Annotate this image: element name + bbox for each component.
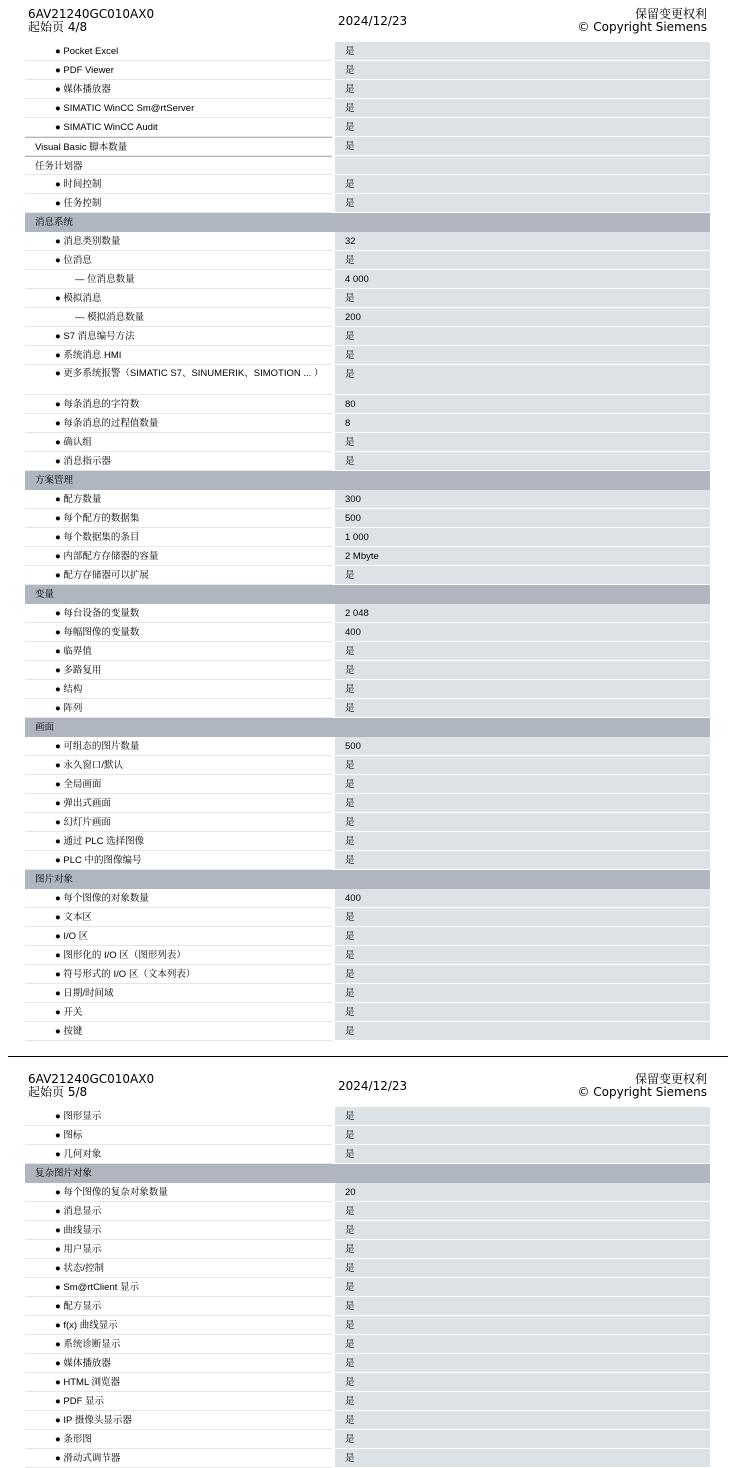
spec-label: ● f(x) 曲线显示 (25, 1316, 332, 1335)
spec-value: 是 (335, 775, 710, 794)
spec-label: ● 临界值 (25, 642, 332, 661)
spec-label: ● 消息指示器 (25, 452, 332, 471)
spec-table (25, 42, 710, 1041)
page-number: 起始页 5/8 (28, 1085, 88, 1099)
spec-row (25, 547, 710, 566)
spec-label: ● 通过 PLC 选择图像 (25, 832, 332, 851)
spec-label: ● 滑动式调节器 (25, 1449, 332, 1468)
spec-value: 是 (335, 194, 710, 213)
header-date: 2024/12/23 (338, 1079, 408, 1093)
spec-value: 是 (335, 1240, 710, 1259)
spec-label: ● 开关 (25, 1003, 332, 1022)
spec-label: ● 任务控制 (25, 194, 332, 213)
spec-value: 200 (335, 308, 710, 327)
spec-label: ● 模拟消息 (25, 289, 332, 308)
spec-row (25, 623, 710, 642)
spec-row (25, 908, 710, 927)
spec-label: ● 可组态的图片数量 (25, 737, 332, 756)
spec-value: 是 (335, 794, 710, 813)
spec-label: ● 阵列 (25, 699, 332, 718)
spec-value: 是 (335, 851, 710, 870)
spec-row (25, 528, 710, 547)
spec-label: ● SIMATIC WinCC Audit (25, 118, 332, 137)
spec-value: 是 (335, 680, 710, 699)
spec-value: 是 (335, 1354, 710, 1373)
spec-row (25, 1022, 710, 1041)
spec-label: ● 每条消息的过程值数量 (25, 414, 332, 433)
spec-value: 是 (335, 1259, 710, 1278)
spec-row (25, 984, 710, 1003)
spec-label: ● 位消息 (25, 251, 332, 270)
spec-row (25, 365, 710, 395)
header-right (577, 8, 707, 34)
spec-label: ● 更多系统报警（SIMATIC S7、SINUMERIK、SIMOTION ... ） (25, 365, 332, 395)
spec-value: 2 Mbyte (335, 547, 710, 566)
spec-value: 2 048 (335, 604, 710, 623)
spec-row (25, 99, 710, 118)
spec-row (25, 889, 710, 908)
spec-value: 是 (335, 1107, 710, 1126)
spec-label: ● 每个数据集的条目 (25, 528, 332, 547)
spec-row (25, 1316, 710, 1335)
spec-value: 是 (335, 699, 710, 718)
spec-value: 1 000 (335, 528, 710, 547)
spec-label: ● 日期/时间域 (25, 984, 332, 1003)
page-number: 起始页 4/8 (28, 20, 88, 34)
spec-label: ● 文本区 (25, 908, 332, 927)
spec-row (25, 137, 710, 156)
spec-row (25, 1449, 710, 1468)
spec-value: 是 (335, 1202, 710, 1221)
spec-label: ● 多路复用 (25, 661, 332, 680)
page-header (0, 0, 750, 42)
spec-label: ● 永久窗口/默认 (25, 756, 332, 775)
spec-row (25, 346, 710, 365)
spec-label: ● 曲线显示 (25, 1221, 332, 1240)
spec-label: ● S7 消息编号方法 (25, 327, 332, 346)
page-separator (8, 1056, 728, 1057)
spec-label: ● 系统诊断显示 (25, 1335, 332, 1354)
spec-value: 是 (335, 813, 710, 832)
spec-label: ● HTML 浏览器 (25, 1373, 332, 1392)
spec-label: ● 用户显示 (25, 1240, 332, 1259)
spec-value: 是 (335, 1430, 710, 1449)
product-code: 6AV21240GC010AX0 (28, 7, 155, 21)
spec-value: 是 (335, 1003, 710, 1022)
spec-value: 300 (335, 490, 710, 509)
spec-row (25, 80, 710, 99)
spec-value: 500 (335, 737, 710, 756)
section-heading: 图片对象 (25, 870, 710, 889)
spec-row (25, 251, 710, 270)
spec-row (25, 175, 710, 194)
spec-value: 500 (335, 509, 710, 528)
spec-label: ● I/O 区 (25, 927, 332, 946)
header-left (28, 8, 154, 34)
spec-value: 是 (335, 1335, 710, 1354)
spec-value: 是 (335, 1278, 710, 1297)
spec-value: 是 (335, 1126, 710, 1145)
spec-value: 是 (335, 327, 710, 346)
spec-row (25, 794, 710, 813)
spec-value: 20 (335, 1183, 710, 1202)
spec-label: ● 内部配方存储器的容量 (25, 547, 332, 566)
spec-row (25, 42, 710, 61)
spec-label: ● 消息类别数量 (25, 232, 332, 251)
spec-label: ● 媒体播放器 (25, 80, 332, 99)
spec-label: ● 时间控制 (25, 175, 332, 194)
spec-value: 是 (335, 756, 710, 775)
spec-value: 是 (335, 832, 710, 851)
spec-value: 是 (335, 1297, 710, 1316)
spec-row (25, 832, 710, 851)
spec-row (25, 1354, 710, 1373)
spec-row (25, 414, 710, 433)
spec-label: ● 每条消息的字符数 (25, 395, 332, 414)
spec-row (25, 1107, 710, 1126)
spec-row (25, 927, 710, 946)
spec-value: 是 (335, 61, 710, 80)
spec-value: 是 (335, 175, 710, 194)
spec-label: ● 幻灯片画面 (25, 813, 332, 832)
spec-row (25, 946, 710, 965)
spec-label: ● 图形显示 (25, 1107, 332, 1126)
spec-label: ● 按键 (25, 1022, 332, 1041)
spec-label: ● 配方存储器可以扩展 (25, 566, 332, 585)
spec-row (25, 1126, 710, 1145)
spec-row (25, 604, 710, 623)
spec-row (25, 156, 710, 175)
spec-value: 是 (335, 42, 710, 61)
spec-value (335, 156, 710, 175)
spec-value: 是 (335, 1373, 710, 1392)
product-code: 6AV21240GC010AX0 (28, 1072, 155, 1086)
spec-label: ● 图标 (25, 1126, 332, 1145)
spec-label: ● 每幅图像的变量数 (25, 623, 332, 642)
header-date: 2024/12/23 (338, 14, 408, 28)
spec-value: 80 (335, 395, 710, 414)
spec-value: 是 (335, 80, 710, 99)
spec-value: 是 (335, 289, 710, 308)
spec-row (25, 1335, 710, 1354)
spec-row (25, 270, 710, 289)
spec-row (25, 1202, 710, 1221)
spec-row (25, 699, 710, 718)
section-heading: 变量 (25, 585, 710, 604)
spec-row (25, 118, 710, 137)
spec-row (25, 1259, 710, 1278)
header-left (28, 1073, 154, 1099)
spec-label: ● IP 摄像头显示器 (25, 1411, 332, 1430)
spec-row (25, 433, 710, 452)
spec-row (25, 194, 710, 213)
spec-row (25, 642, 710, 661)
spec-label: ● 全局画面 (25, 775, 332, 794)
rights-notice: 保留变更权利 (634, 7, 707, 21)
spec-value: 是 (335, 1449, 710, 1468)
spec-row (25, 327, 710, 346)
spec-row (25, 308, 710, 327)
spec-value: 是 (335, 1221, 710, 1240)
spec-value: 400 (335, 889, 710, 908)
spec-value: 是 (335, 927, 710, 946)
spec-row (25, 965, 710, 984)
spec-label: ● 配方数量 (25, 490, 332, 509)
spec-row (25, 1145, 710, 1164)
spec-value: 是 (335, 1392, 710, 1411)
spec-row (25, 1297, 710, 1316)
copyright: © Copyright Siemens (577, 20, 707, 34)
spec-label: ● Pocket Excel (25, 42, 332, 61)
spec-label: ● Sm@rtClient 显示 (25, 1278, 332, 1297)
spec-row (25, 395, 710, 414)
copyright: © Copyright Siemens (577, 1085, 707, 1099)
spec-label: ● 状态/控制 (25, 1259, 332, 1278)
spec-value: 是 (335, 346, 710, 365)
spec-row (25, 61, 710, 80)
spec-row (25, 775, 710, 794)
spec-row (25, 851, 710, 870)
spec-label: ● 每个配方的数据集 (25, 509, 332, 528)
spec-value: 是 (335, 661, 710, 680)
spec-table (25, 1107, 710, 1468)
spec-label: ● 消息显示 (25, 1202, 332, 1221)
spec-value: 32 (335, 232, 710, 251)
section-heading: 方案管理 (25, 471, 710, 490)
spec-value: 是 (335, 99, 710, 118)
spec-label: 任务计划器 (25, 156, 332, 175)
spec-value: 4 000 (335, 270, 710, 289)
spec-row (25, 509, 710, 528)
spec-row (25, 1373, 710, 1392)
spec-value: 是 (335, 452, 710, 471)
spec-label: Visual Basic 脚本数量 (25, 137, 332, 156)
header-right (577, 1073, 707, 1099)
spec-value: 是 (335, 908, 710, 927)
spec-row (25, 1392, 710, 1411)
spec-row (25, 490, 710, 509)
spec-value: 400 (335, 623, 710, 642)
spec-row (25, 661, 710, 680)
spec-label: ● 弹出式画面 (25, 794, 332, 813)
spec-label: — 位消息数量 (25, 270, 332, 289)
spec-value: 是 (335, 1411, 710, 1430)
spec-value: 是 (335, 1316, 710, 1335)
spec-label: ● 图形化的 I/O 区（图形列表） (25, 946, 332, 965)
spec-row (25, 680, 710, 699)
section-heading: 画面 (25, 718, 710, 737)
spec-row (25, 1278, 710, 1297)
spec-row (25, 566, 710, 585)
spec-label: ● 确认组 (25, 433, 332, 452)
spec-row (25, 1003, 710, 1022)
spec-value: 是 (335, 1145, 710, 1164)
section-heading: 复杂图片对象 (25, 1164, 710, 1183)
spec-label: ● 结构 (25, 680, 332, 699)
spec-row (25, 1411, 710, 1430)
spec-value: 是 (335, 118, 710, 137)
spec-row (25, 289, 710, 308)
datasheet-page-5 (0, 1065, 750, 1468)
spec-row (25, 1240, 710, 1259)
spec-value: 是 (335, 946, 710, 965)
spec-row (25, 813, 710, 832)
spec-label: ● PDF Viewer (25, 61, 332, 80)
spec-value: 是 (335, 566, 710, 585)
spec-value: 是 (335, 365, 710, 395)
spec-label: ● 每个图像的复杂对象数量 (25, 1183, 332, 1202)
spec-label: ● 每个图像的对象数量 (25, 889, 332, 908)
spec-value: 是 (335, 642, 710, 661)
spec-row (25, 232, 710, 251)
spec-label: ● PDF 显示 (25, 1392, 332, 1411)
spec-row (25, 1430, 710, 1449)
spec-value: 是 (335, 984, 710, 1003)
spec-value: 是 (335, 965, 710, 984)
rights-notice: 保留变更权利 (634, 1072, 707, 1086)
spec-label: ● 系统消息 HMI (25, 346, 332, 365)
section-heading: 消息系统 (25, 213, 710, 232)
spec-label: ● 媒体播放器 (25, 1354, 332, 1373)
spec-row (25, 1183, 710, 1202)
spec-value: 是 (335, 251, 710, 270)
spec-label: ● 每台设备的变量数 (25, 604, 332, 623)
spec-value: 是 (335, 1022, 710, 1041)
spec-row (25, 756, 710, 775)
spec-label: ● SIMATIC WinCC Sm@rtServer (25, 99, 332, 118)
spec-row (25, 737, 710, 756)
spec-label: ● 几何对象 (25, 1145, 332, 1164)
spec-value: 是 (335, 433, 710, 452)
spec-value: 8 (335, 414, 710, 433)
spec-row (25, 1221, 710, 1240)
spec-value: 是 (335, 137, 710, 156)
spec-label: ● 配方显示 (25, 1297, 332, 1316)
spec-label: — 模拟消息数量 (25, 308, 332, 327)
spec-label: ● 符号形式的 I/O 区（文本列表） (25, 965, 332, 984)
spec-label: ● 条形图 (25, 1430, 332, 1449)
spec-label: ● PLC 中的图像编号 (25, 851, 332, 870)
page-header (0, 1065, 750, 1107)
spec-row (25, 452, 710, 471)
